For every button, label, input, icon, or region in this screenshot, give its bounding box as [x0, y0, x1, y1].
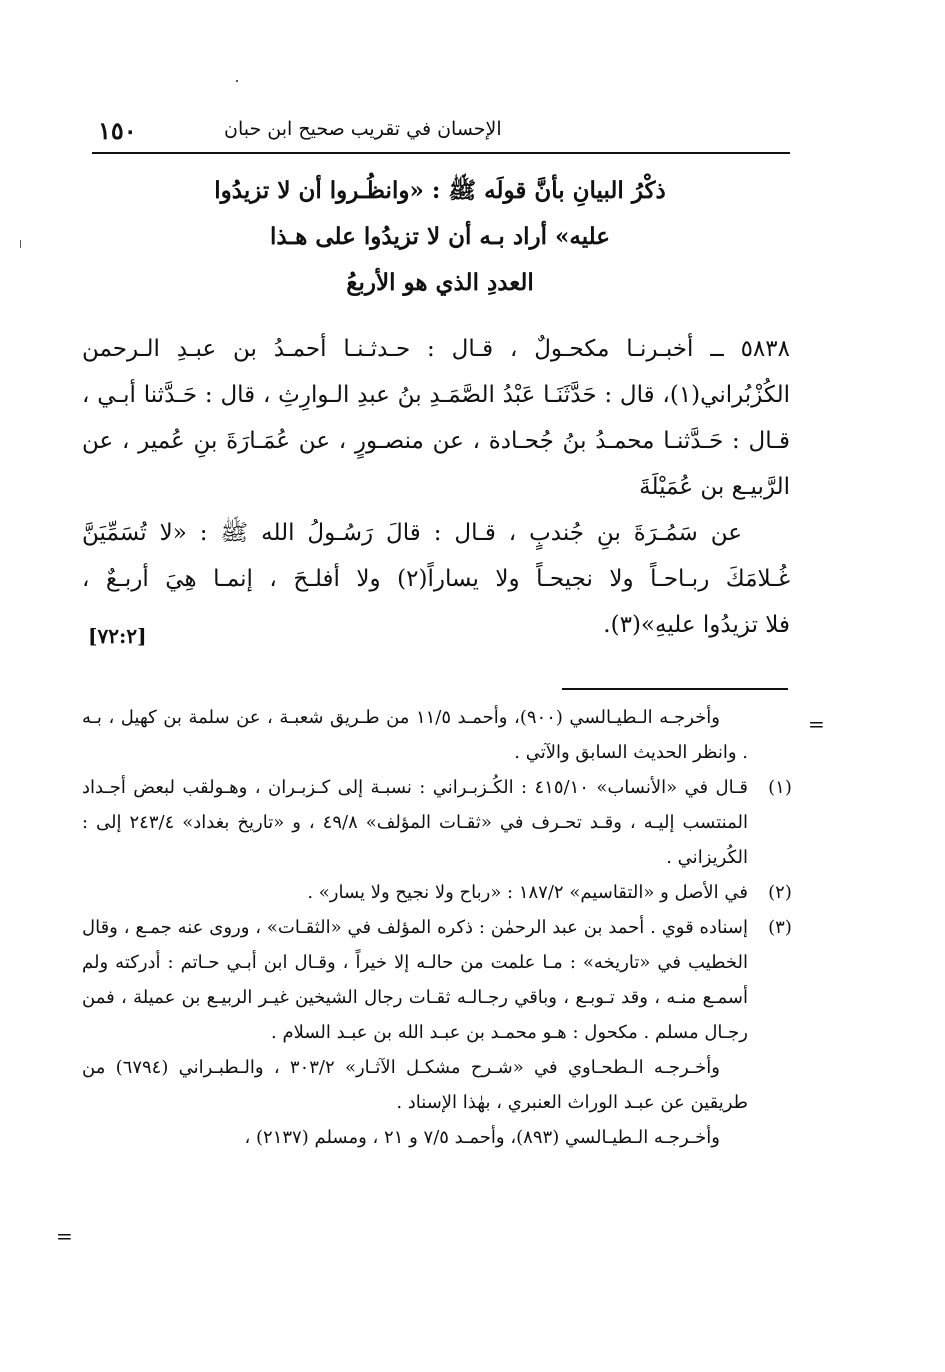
scan-speck: [236, 80, 238, 82]
chapter-heading-line: ذكْرُ البيانِ بأنَّ قولَه ﷺ : «وانظُـروا أن لا تزيدُوا: [214, 177, 666, 204]
matn-line: غُـلامَكَ ربـاحـاً ولا نجيحـاً ولا يساراً(٢) ولا أفلـحَ ، إنمـا هِيَ أربـعٌ ،: [82, 566, 790, 592]
end-continuation-marker: =: [56, 1224, 73, 1248]
isnad-line: قـال : حَـدَّثنـا محمـدُ بنُ جُحـادة ، عن منصـورٍ ، عن عُمَـارَةَ بنِ عُمير ، عن: [82, 428, 790, 454]
chapter-heading: [180, 168, 700, 306]
matn-line: فلا تزيدُوا عليهِ»(٣).: [603, 612, 790, 638]
footnote-paragraph: وأخـرجـه الـطحـاوي في «شـرح مشكـل الآثـار» ٣٠٣/٢ ، والـطبـراني (٦٧٩٤) من طريقين عن عبـد الوراث العنبري ، بهٰذا الإسناد .: [82, 1057, 748, 1113]
footnotes: [82, 700, 792, 1155]
footnote-2: [82, 875, 792, 910]
scan-speck: [20, 240, 21, 248]
page-header: [92, 112, 790, 154]
hadith-text: [82, 326, 790, 648]
footnote-paragraph: وأخـرجـه الـطيـالسي (٨٩٣)، وأحمـد ٧/٥ و ٢١ ، ومسلم (٢١٣٧) ،: [244, 1127, 720, 1148]
chapter-heading-line: العددِ الذي هو الأربعُ: [346, 269, 534, 296]
footnote-text: في الأصل و «التقاسيم» ١٨٧/٢ : «رباح ولا نجيح ولا يسار» .: [307, 882, 748, 903]
chapter-heading-line: عليه» أراد بـه أن لا تزيدُوا على هـذا: [270, 223, 610, 250]
footnote-3: [82, 910, 792, 1155]
footnote-text: إسناده قوي . أحمد بن عبد الرحمٰن : ذكره المؤلف في «الثقـات» ، وروى عنه جمـع ، وقال الخطيب في «تاريخه» : مـا علمت من حالـه إلا خيراً ، وقـال ابن أبـي حـاتم : أدركته ولم أسمـع منـه ، وقد تـوبـع ، وباقي رجـالـه ثقـات رجال الشيخين غيـر الربيـع بن عميلة ، فمن رجـال مسلم . مكحول : هـو محمـد بن عبـد الله بن عبـد السلام .: [82, 917, 748, 1043]
hadith-reference: [٧٢:٢]: [88, 624, 147, 648]
isnad-line: الكُزْبُراني(١)، قال : حَدَّثَنَـا عَبْدُ الصَّمَـدِ بنُ عبدِ الـوارِثِ ، قال : حَـدَّثنا أبـي ،: [82, 382, 790, 408]
running-title: الإحسان في تقريب صحيح ابن حبان: [224, 118, 502, 140]
page-number: ١٥٠: [98, 116, 137, 145]
footnote-text: قـال في «الأنساب» ٤١٥/١٠ : الكُـزبـراني : نسبـة إلى كـزبـران ، وهـولقب لبعض أجـداد المنتسب إليـه ، وقـد تحـرف في «ثقـات المؤلف» ٤٩/٨ ، و «تاريخ بغداد» ٢٤٣/٤ إلى : الكُريزاني .: [82, 777, 748, 868]
continuation-marker: =: [808, 712, 825, 736]
footnote-label: (٢): [768, 882, 792, 903]
footnote-carryover: [82, 700, 792, 770]
footnote-carryover-text: وأخرجـه الـطيـالسي (٩٠٠)، وأحمـد ١١/٥ من طـريق شعبـة ، عن سلمة بن كهيل ، بـه . وانظر الحديث السابق والآتي .: [82, 707, 748, 763]
footnote-separator: [562, 688, 788, 690]
footnote-label: (١): [768, 777, 792, 798]
matn-line: عن سَمُـرَةَ بنِ جُندبٍ ، قـال : قالَ رَسُـولُ الله ﷺ : «لا تُسَمِّيَنَّ: [82, 520, 742, 546]
footnote-1: [82, 770, 792, 875]
isnad-line: ٥٨٣٨ ــ أخبـرنـا مكحـولٌ ، قـال : حـدثـنـا أحمـدُ بن عبـدِ الـرحمن: [82, 336, 790, 362]
isnad-line: الرَّبيـع بن عُمَيْلَةَ: [639, 474, 790, 500]
footnote-label: (٣): [768, 917, 792, 938]
